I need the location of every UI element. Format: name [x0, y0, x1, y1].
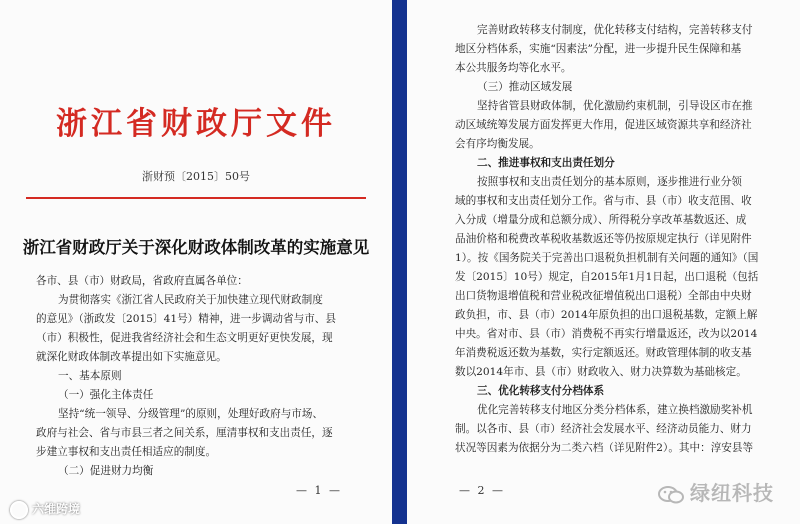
body-line: 品油价格和税费改革税收基数返还等仍按原规定执行（详见附件 — [455, 233, 752, 245]
body-line: 按照事权和支出责任划分的基本原则，逐步推进行业分领 — [477, 176, 742, 188]
page1-body — [36, 272, 366, 481]
watermark-logo-icon — [10, 501, 28, 519]
document-page-1 — [0, 0, 392, 524]
wechat-icon — [658, 485, 684, 505]
body-line: 就深化财政体制改革提出如下实施意见。 — [36, 351, 227, 363]
document-header: 浙江省财政厅文件 — [56, 106, 336, 142]
salutation: 各市、县（市）财政局，省政府直属各单位： — [36, 275, 248, 287]
section-heading: 二、推进事权和支出责任划分 — [477, 157, 615, 169]
body-line: 坚持“统一领导、分级管理”的原则，处理好政府与市场、 — [58, 408, 324, 420]
page2-body — [455, 21, 775, 458]
section-heading: 一、基本原则 — [58, 370, 122, 382]
body-line: 发〔2015〕10号）规定，自2015年1月1日起，出口退税（包括 — [455, 271, 759, 283]
brand-text: 绿纽科技 — [690, 481, 774, 505]
body-line: 会有序均衡发展。 — [455, 138, 540, 150]
body-line: 政负担，市、县（市）2014年原负担的出口退税基数，定额上解 — [455, 309, 758, 321]
document-number: 浙财预〔2015〕50号 — [142, 170, 250, 183]
right-watermark — [658, 477, 774, 506]
body-line: 本公共服务均等化水平。 — [455, 62, 572, 74]
left-watermark — [10, 500, 80, 519]
body-line: 1）。按《国务院关于完善出口退税负担机制有关问题的通知》（国 — [455, 252, 759, 264]
subsection-heading: （三）推动区域发展 — [477, 81, 573, 93]
body-line: 完善财政转移支付制度，优化转移支付结构，完善转移支付 — [477, 24, 753, 36]
body-line: 中央。省对市、县（市）消费税不再实行增量返还，改为以2014 — [455, 328, 758, 340]
subsection-heading: （一）强化主体责任 — [58, 389, 154, 401]
body-line: 状况等因素为依据分为二类六档（详见附件2）。其中：淳安县等 — [455, 442, 754, 454]
body-line: 出口货物退增值税和营业税改征增值税出口退税）全部由中央财 — [455, 290, 752, 302]
section-heading: 三、优化转移支付分档体系 — [477, 385, 605, 397]
body-line: 域的事权和支出责任划分工作。省与市、县（市）收支范围、收 — [455, 195, 752, 207]
body-line: 为贯彻落实《浙江省人民政府关于加快建立现代财政制度 — [58, 294, 323, 306]
page-number: — 1 — — [296, 484, 342, 497]
body-line: 优化完善转移支付地区分类分档体系，建立换档激励奖补机 — [477, 404, 753, 416]
body-line: 入分成（增量分成和总额分成）、所得税分享改革基数返还、成 — [455, 214, 747, 226]
body-line: 数以2014年市、县（市）财政收入、财力决算数为基础核定。 — [455, 366, 747, 378]
body-line: 坚持省管县财政体制，优化激励约束机制，引导设区市在推 — [477, 100, 753, 112]
body-line: 动区域统筹发展方面发挥更大作用，促进区域资源共享和经济社 — [455, 119, 752, 131]
body-line: （市）积极性，促进我省经济社会和生态文明更好更快发展，现 — [36, 332, 333, 344]
document-page-2 — [407, 0, 800, 524]
body-line: 政府与社会、省与市县三者之间关系，厘清事权和支出责任，逐 — [36, 427, 333, 439]
body-line: 年消费税返还数为基数，实行定额返还。财政管理体制的收支基 — [455, 347, 752, 359]
subsection-heading: （二）促进财力均衡 — [58, 465, 154, 477]
body-line: 制。以各市、县（市）经济社会发展水平、经济动员能力、财力 — [455, 423, 752, 435]
body-line: 步建立事权和支出责任相适应的制度。 — [36, 446, 217, 458]
document-title: 浙江省财政厅关于深化财政体制改革的实施意见 — [22, 238, 370, 257]
watermark-text: 六维跨境 — [32, 502, 81, 516]
body-line: 地区分档体系，实施“因素法”分配，进一步提升民生保障和基 — [455, 43, 742, 55]
red-divider — [26, 197, 366, 199]
page-number: — 2 — — [459, 484, 505, 497]
body-line: 的意见》（浙政发〔2015〕41号）精神，进一步调动省与市、县 — [36, 313, 336, 325]
